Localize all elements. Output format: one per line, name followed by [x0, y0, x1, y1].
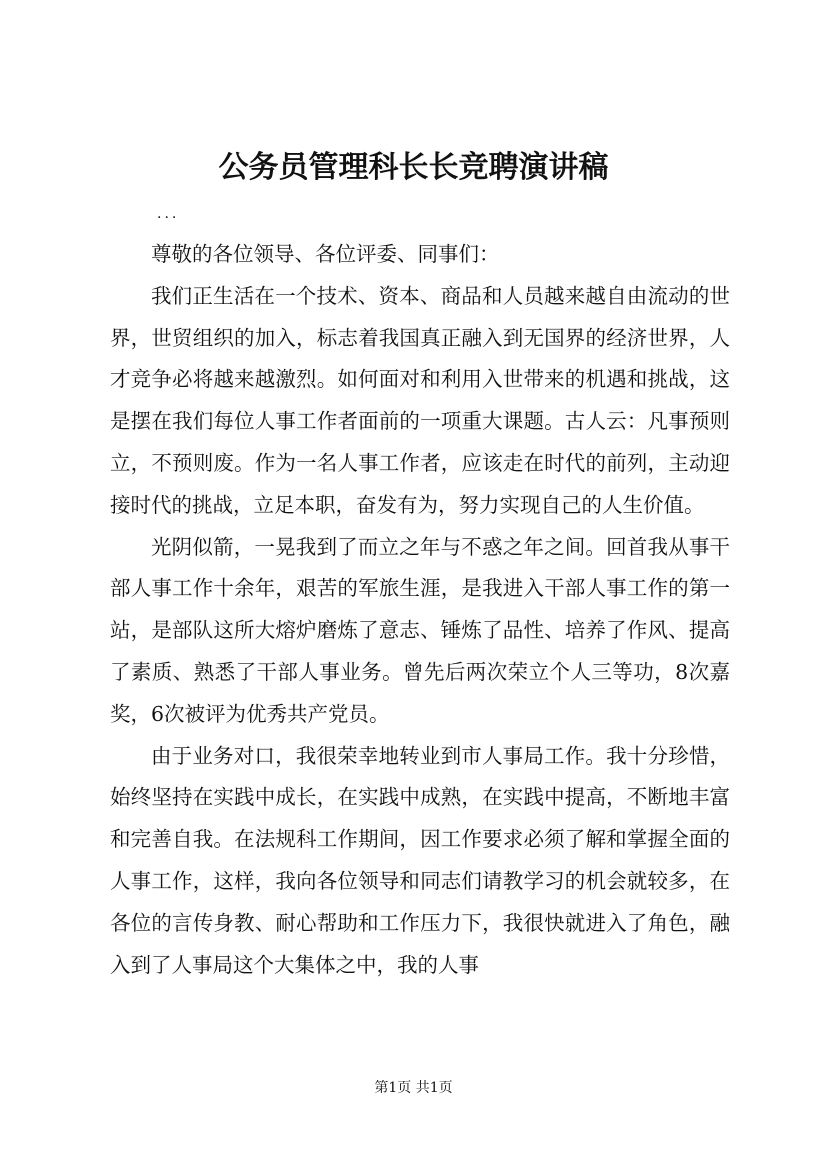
paragraph-1: 我们正生活在一个技术、资本、商品和人员越来越自由流动的世界，世贸组织的加入，标志着我国真正融入到无国界的经济世界，人才竞争必将越来越激烈。如何面对和利用入世带来的机遇和挑战，这是摆在我们每位人事工作者面前的一项重大课题。古人云：凡事预则立，不预则废。作为一名人事工作者，应该走在时代的前列，主动迎接时代的挑战，立足本职，奋发有为，努力实现自己的人生价值。: [110, 283, 730, 517]
ellipsis-mark: ...: [157, 206, 180, 222]
salutation: 尊敬的各位领导、各位评委、同事们：: [151, 242, 500, 266]
paragraph-3: 由于业务对口，我很荣幸地转业到市人事局工作。我十分珍惜，始终坚持在实践中成长，在实践中成熟，在实践中提高，不断地丰富和完善自我。在法规科工作期间，因工作要求必须了解和掌握全面的人事工作，这样，我向各位领导和同志们请教学习的机会就较多，在各位的言传身教、耐心帮助和工作压力下，我很快就进入了角色，融入到了人事局这个大集体之中，我的人事: [110, 743, 730, 977]
document-title: 公务员管理科长长竞聘演讲稿: [218, 150, 609, 185]
paragraph-2: 光阴似箭，一晃我到了而立之年与不惑之年之间。回首我从事干部人事工作十余年，艰苦的军旅生涯，是我进入干部人事工作的第一站，是部队这所大熔炉磨炼了意志、锤炼了品性、培养了作风、提高了素质、熟悉了干部人事业务。曾先后两次荣立个人三等功，8次嘉奖，6次被评为优秀共产党员。: [110, 534, 730, 726]
document-body: [110, 234, 730, 986]
page-footer: 第1页 共1页: [374, 1080, 453, 1096]
